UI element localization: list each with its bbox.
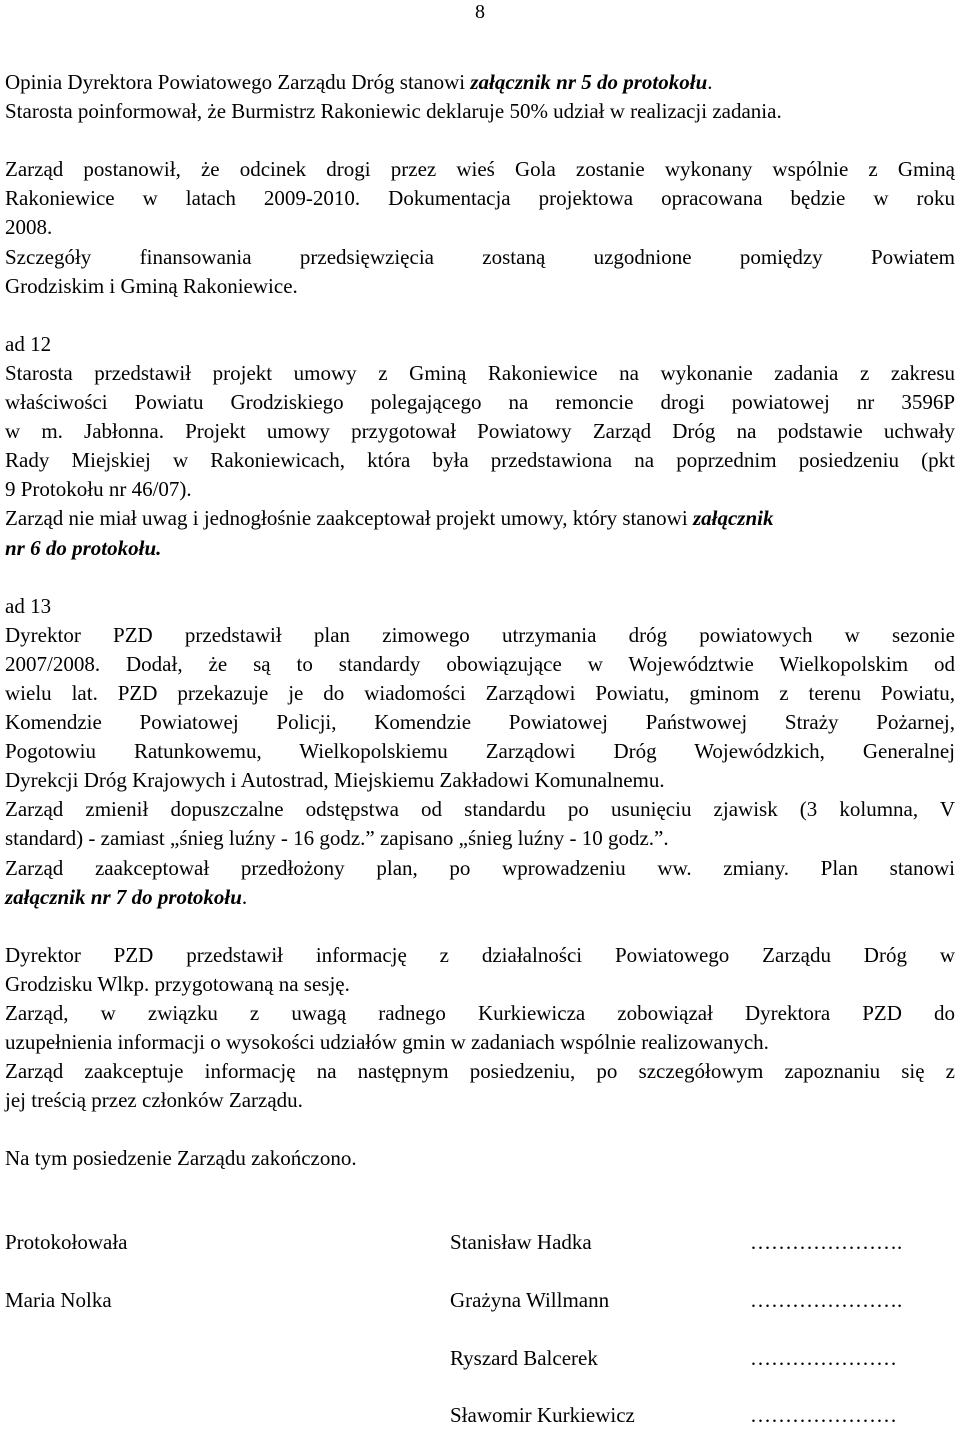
- text-line: wielu lat. PZD przekazuje je do wiadomości Zarządowi Powiatu, gminom z terenu Powiatu,: [5, 680, 955, 705]
- paragraph-gap: [5, 301, 955, 330]
- recorder-name: Maria Nolka: [5, 1287, 112, 1312]
- paragraph-gap: [5, 126, 955, 155]
- text-line: Rakoniewice w latach 2009-2010. Dokumentacja projektowa opracowana będzie w roku: [5, 186, 955, 211]
- signatory-name: Grażyna Willmann: [450, 1287, 610, 1312]
- section-heading: ad 12: [5, 331, 52, 356]
- text-line: Dyrekcji Dróg Krajowych i Autostrad, Miejskiemu Zakładowi Komunalnemu.: [5, 768, 665, 793]
- text-segment: .: [156, 535, 162, 560]
- text-line: Szczegóły finansowania przedsięwzięcia zostaną uzgodnione pomiędzy Powiatem: [5, 244, 955, 269]
- text-line: [5, 883, 955, 912]
- text-line: [5, 534, 955, 563]
- text-line: właściwości Powiatu Grodziskiego polegającego na remoncie drogi powiatowej nr 3596P: [5, 390, 955, 415]
- text-line: uzupełnienia informacji o wysokości udziałów gmin w zadaniach wspólnie realizowanych.: [5, 1030, 769, 1055]
- paragraph-gap: [5, 912, 955, 941]
- text-line: Starosta poinformował, że Burmistrz Rakoniewic deklaruje 50% udział w realizacji zadania.: [5, 99, 782, 124]
- signature-line: …………………: [750, 1403, 897, 1428]
- text-line: Dyrektor PZD przedstawił plan zimowego utrzymania dróg powiatowych w sezonie: [5, 622, 955, 647]
- signature-row: [5, 1397, 955, 1455]
- signature-row: [5, 1340, 955, 1398]
- text-line: w m. Jabłonna. Projekt umowy przygotował Powiatowy Zarząd Dróg na podstawie uchwały: [5, 419, 955, 444]
- text-line: 2008.: [5, 215, 53, 240]
- section-heading: ad 13: [5, 593, 52, 618]
- text-line: Rady Miejskiej w Rakoniewicach, która była przedstawiona na poprzednim posiedzeniu (pkt: [5, 448, 955, 473]
- text-line: [5, 504, 955, 533]
- paragraph-gap: [5, 1115, 955, 1144]
- text-line: standard) - zamiast „śnieg luźny - 16 godz.” zapisano „śnieg luźny - 10 godz.”.: [5, 826, 669, 851]
- text-segment: .: [241, 884, 248, 909]
- signature-row: [5, 1282, 955, 1340]
- text-line: Komendzie Powiatowej Policji, Komendzie Powiatowej Państwowej Straży Pożarnej,: [5, 710, 955, 735]
- text-line: Zarząd zmienił dopuszczalne odstępstwa od standardu po usunięciu zjawisk (3 kolumna, V: [5, 797, 955, 822]
- text-line: Zarząd, w związku z uwagą radnego Kurkiewicza zobowiązał Dyrektora PZD do: [5, 1001, 955, 1025]
- text-line: 9 Protokołu nr 46/07).: [5, 477, 192, 502]
- text-segment: .: [707, 70, 713, 94]
- text-segment: Opinia Dyrektora Powiatowego Zarządu Dróg stanowi: [5, 70, 471, 94]
- text-line: Zarząd zaakceptował przedłożony plan, po wprowadzeniu ww. zmiany. Plan stanowi: [5, 855, 955, 880]
- text-line: Grodziskim i Gminą Rakoniewice.: [5, 273, 298, 298]
- text-segment: Zarząd nie miał uwag i jednogłośnie zaakceptował projekt umowy, który stanowi: [5, 506, 693, 531]
- signature-line: ………………….: [750, 1230, 903, 1254]
- signatory-name: Stanisław Hadka: [450, 1230, 592, 1254]
- closing-statement: Na tym posiedzenie Zarządu zakończono.: [5, 1146, 357, 1171]
- text-line: Grodzisku Wlkp. przygotowaną na sesję.: [5, 971, 350, 996]
- attachment-reference: nr 6 do protokołu: [5, 535, 157, 560]
- document-body: [5, 68, 955, 1174]
- paragraph-gap: [5, 563, 955, 592]
- text-line: Pogotowiu Ratunkowemu, Wielkopolskiemu Zarządowi Dróg Wojewódzkich, Generalnej: [5, 739, 955, 764]
- text-line: Dyrektor PZD przedstawił informację z działalności Powiatowego Zarządu Dróg w: [5, 942, 955, 967]
- text-line: 2007/2008. Dodał, że są to standardy obowiązujące w Województwie Wielkopolskim od: [5, 651, 955, 676]
- text-line: jej treścią przez członków Zarządu.: [5, 1088, 303, 1113]
- text-line: Zarząd zaakceptuje informację na następnym posiedzeniu, po szczegółowym zapoznaniu się z: [5, 1059, 955, 1084]
- attachment-reference: załącznik nr 5 do protokołu: [470, 70, 708, 94]
- signature-line: …………………: [750, 1345, 897, 1370]
- attachment-reference: załącznik nr 7 do protokołu: [5, 884, 242, 909]
- signature-block: [5, 1224, 955, 1455]
- text-line: [5, 68, 955, 97]
- signatory-name: Ryszard Balcerek: [450, 1345, 598, 1370]
- text-line: Zarząd postanowił, że odcinek drogi przez wieś Gola zostanie wykonany wspólnie z Gminą: [5, 157, 955, 182]
- text-line: Starosta przedstawił projekt umowy z Gminą Rakoniewice na wykonanie zadania z zakresu: [5, 360, 955, 385]
- recorder-label: Protokołowała: [5, 1230, 128, 1254]
- signature-line: ………………….: [750, 1287, 903, 1312]
- page-number: 8: [475, 1, 485, 23]
- signature-row: [5, 1224, 955, 1282]
- attachment-reference: załącznik: [692, 506, 774, 531]
- signatory-name: Sławomir Kurkiewicz: [450, 1403, 635, 1428]
